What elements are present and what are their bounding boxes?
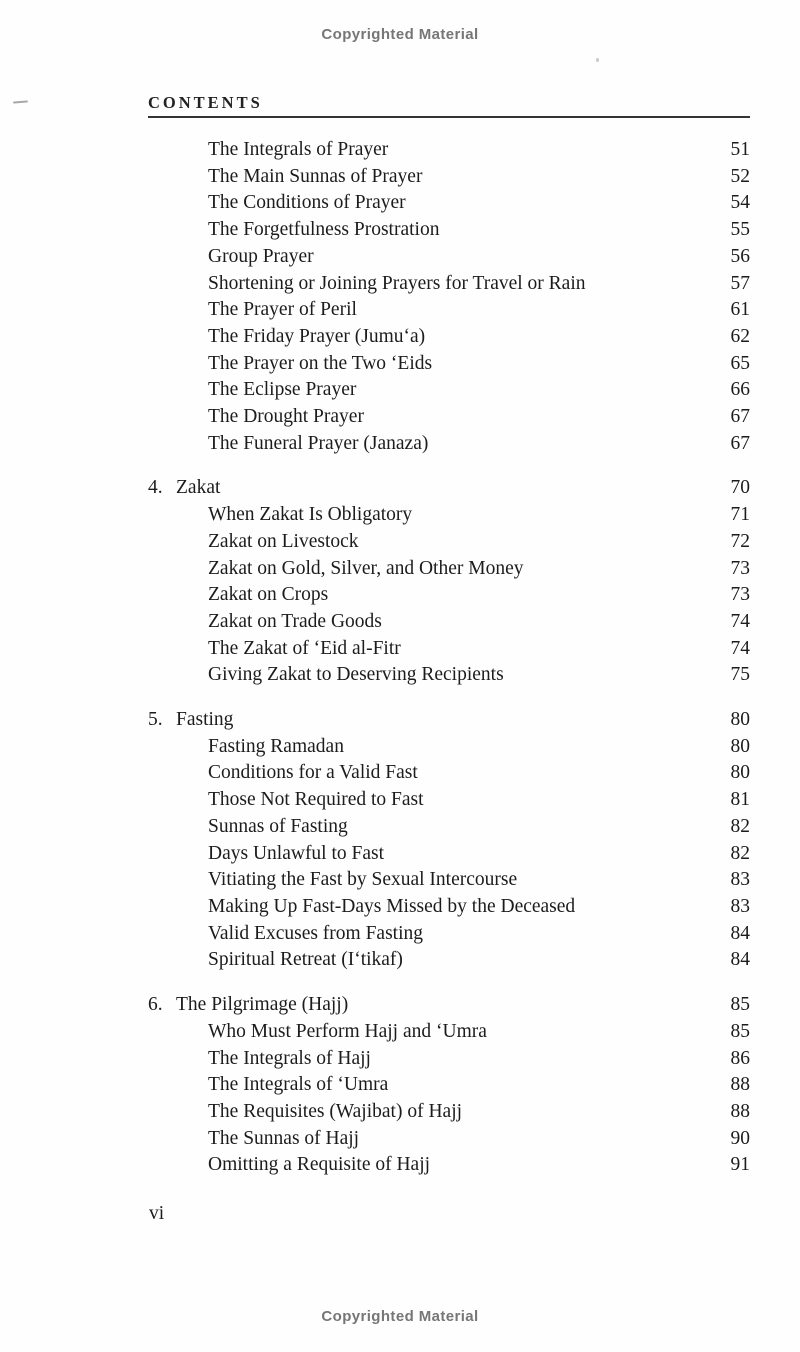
entry-title: The Forgetfulness Prostration — [208, 219, 440, 241]
toc-entry — [148, 1072, 750, 1099]
entry-title: Shortening or Joining Prayers for Travel or Rain — [208, 272, 586, 294]
toc-entry — [148, 662, 750, 689]
toc-entry — [148, 431, 750, 458]
toc-entry — [148, 377, 750, 404]
toc-entry — [148, 137, 750, 164]
toc-entry — [148, 921, 750, 948]
toc-entry — [148, 529, 750, 556]
toc-entry — [148, 841, 750, 868]
entry-page-number: 74 — [730, 637, 750, 659]
entry-page-number: 88 — [730, 1074, 750, 1096]
entry-page-number: 62 — [730, 325, 750, 347]
entry-title: The Integrals of Prayer — [208, 139, 389, 160]
entry-title: Making Up Fast-Days Missed by the Deceased — [208, 895, 576, 917]
chapter-number: 6. — [148, 994, 163, 1016]
entry-title: Vitiating the Fast by Sexual Intercourse — [208, 869, 518, 891]
entry-page-number: 85 — [730, 994, 750, 1016]
header-rule — [148, 116, 750, 118]
toc-entry — [148, 190, 750, 217]
entry-title: Fasting Ramadan — [208, 735, 344, 757]
entry-title: Those Not Required to Fast — [208, 789, 424, 811]
toc-chapter-entry — [148, 992, 750, 1019]
toc-entry — [148, 894, 750, 921]
page-title: CONTENTS — [148, 93, 263, 112]
entry-page-number: 73 — [730, 557, 750, 579]
toc-entry — [148, 636, 750, 663]
entry-title: Group Prayer — [208, 245, 314, 267]
entry-title: Who Must Perform Hajj and ‘Umra — [208, 1020, 487, 1042]
entry-page-number: 84 — [730, 922, 750, 944]
entry-page-number: 65 — [730, 352, 750, 374]
entry-title: The Integrals of Hajj — [208, 1047, 371, 1069]
entry-page-number: 61 — [730, 299, 750, 321]
toc-entry — [148, 1046, 750, 1073]
entry-title: Zakat on Trade Goods — [208, 610, 382, 632]
entry-page-number: 55 — [730, 219, 750, 241]
copyright-notice-top: Copyrighted Material — [321, 26, 479, 43]
entry-title: The Integrals of ‘Umra — [208, 1074, 389, 1096]
toc-entry — [148, 164, 750, 191]
toc-chapter-entry — [148, 475, 750, 502]
entry-title: Giving Zakat to Deserving Recipients — [208, 664, 504, 686]
entry-page-number: 83 — [730, 869, 750, 891]
entry-page-number: 90 — [730, 1127, 750, 1149]
entry-page-number: 52 — [730, 165, 750, 187]
entry-page-number: 56 — [730, 245, 750, 267]
toc-entry — [148, 814, 750, 841]
toc-entry — [148, 502, 750, 529]
toc-entry — [148, 760, 750, 787]
entry-title: Sunnas of Fasting — [208, 815, 348, 837]
entry-page-number: 91 — [730, 1154, 750, 1176]
entry-page-number: 57 — [730, 272, 750, 294]
entry-page-number: 81 — [730, 789, 750, 811]
entry-title: Zakat on Gold, Silver, and Other Money — [208, 557, 524, 579]
entry-title: The Prayer of Peril — [208, 299, 357, 321]
entry-page-number: 74 — [730, 610, 750, 632]
entry-title: When Zakat Is Obligatory — [208, 504, 413, 526]
entry-page-number: 80 — [730, 735, 750, 757]
toc-entry — [148, 1126, 750, 1153]
entry-page-number: 51 — [730, 139, 750, 160]
toc-entry — [148, 351, 750, 378]
toc-entry — [148, 271, 750, 298]
entry-title: Zakat on Crops — [208, 584, 329, 606]
entry-page-number: 86 — [730, 1047, 750, 1069]
scan-artifact-dash — [13, 100, 28, 103]
page-number: vi — [149, 1203, 165, 1224]
entry-page-number: 85 — [730, 1020, 750, 1042]
entry-page-number: 75 — [730, 664, 750, 686]
entry-page-number: 84 — [730, 949, 750, 971]
toc-entry — [148, 217, 750, 244]
entry-title: The Drought Prayer — [208, 406, 364, 428]
entry-title: Days Unlawful to Fast — [208, 842, 385, 864]
entry-title: The Main Sunnas of Prayer — [208, 165, 423, 187]
entry-title: The Requisites (Wajibat) of Hajj — [208, 1100, 463, 1122]
entry-page-number: 82 — [730, 842, 750, 864]
toc-entry — [148, 1152, 750, 1179]
entry-title: The Zakat of ‘Eid al-Fitr — [208, 637, 401, 659]
toc-chapter-entry — [148, 707, 750, 734]
toc-entry — [148, 609, 750, 636]
entry-title: Zakat on Livestock — [208, 530, 359, 552]
entry-title: The Eclipse Prayer — [208, 379, 357, 401]
entry-page-number: 71 — [730, 504, 750, 526]
toc-entry — [148, 244, 750, 271]
entry-title: The Pilgrimage (Hajj) — [176, 994, 349, 1016]
entry-title: Conditions for a Valid Fast — [208, 762, 418, 784]
entry-title: Fasting — [176, 709, 234, 731]
copyright-notice-bottom: Copyrighted Material — [321, 1308, 479, 1325]
toc-entry — [148, 324, 750, 351]
entry-page-number: 80 — [730, 709, 750, 731]
toc-entry — [148, 947, 750, 974]
entry-title: Valid Excuses from Fasting — [208, 922, 424, 944]
chapter-number: 4. — [148, 477, 163, 499]
entry-page-number: 73 — [730, 584, 750, 606]
entry-title: Omitting a Requisite of Hajj — [208, 1154, 431, 1176]
entry-title: Spiritual Retreat (I‘tikaf) — [208, 949, 403, 971]
entry-title: The Sunnas of Hajj — [208, 1127, 360, 1149]
entry-title: The Prayer on the Two ‘Eids — [208, 352, 433, 374]
entry-title: The Conditions of Prayer — [208, 192, 406, 214]
entry-title: Zakat — [176, 477, 221, 499]
entry-title: The Funeral Prayer (Janaza) — [208, 432, 429, 454]
entry-page-number: 72 — [730, 530, 750, 552]
entry-page-number: 54 — [730, 192, 750, 214]
entry-page-number: 67 — [730, 406, 750, 428]
entry-page-number: 88 — [730, 1100, 750, 1122]
toc-entry — [148, 404, 750, 431]
toc-entry — [148, 1019, 750, 1046]
chapter-number: 5. — [148, 709, 163, 731]
toc-entry — [148, 734, 750, 761]
entry-page-number: 70 — [730, 477, 750, 499]
toc-entry — [148, 582, 750, 609]
entry-page-number: 66 — [730, 379, 750, 401]
toc-entry — [148, 787, 750, 814]
entry-title: The Friday Prayer (Jumu‘a) — [208, 325, 426, 347]
toc-entry — [148, 556, 750, 583]
toc-entry — [148, 1099, 750, 1126]
toc-list — [148, 137, 750, 1179]
entry-page-number: 80 — [730, 762, 750, 784]
entry-page-number: 67 — [730, 432, 750, 454]
toc-entry — [148, 867, 750, 894]
entry-page-number: 83 — [730, 895, 750, 917]
scan-artifact-speck — [596, 58, 599, 62]
entry-page-number: 82 — [730, 815, 750, 837]
toc-entry — [148, 297, 750, 324]
